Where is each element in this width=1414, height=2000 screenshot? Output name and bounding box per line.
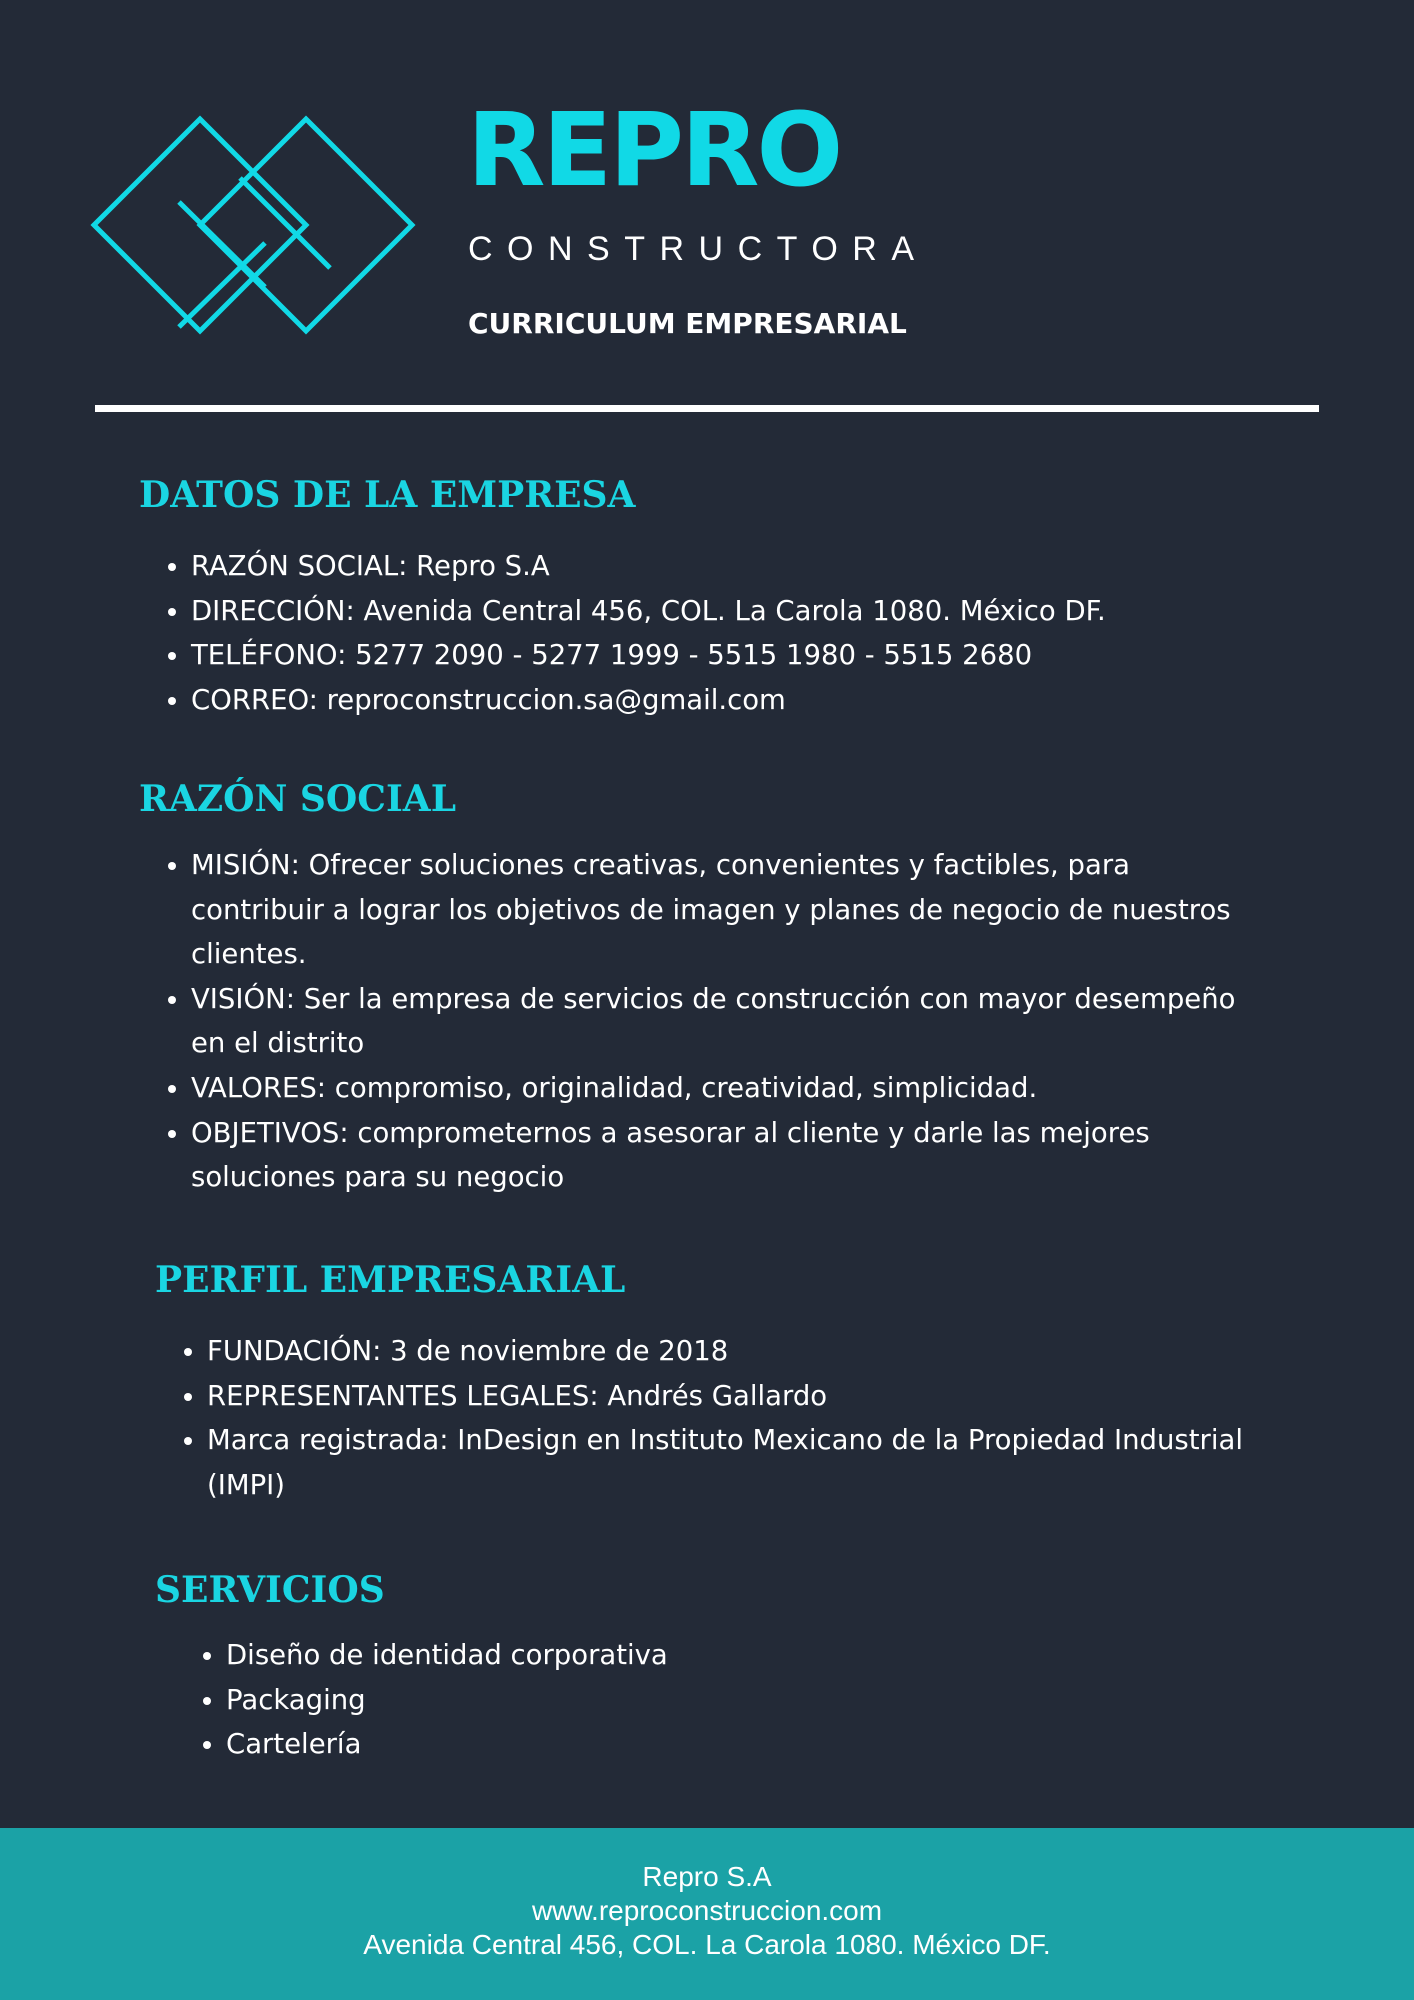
footer-address: Avenida Central 456, COL. La Carola 1080. México DF. — [363, 1929, 1051, 1960]
document-tagline: CURRICULUM EMPRESARIAL — [468, 307, 907, 340]
list-item: • RAZÓN SOCIAL: Repro S.A — [191, 544, 1291, 589]
footer-band — [0, 1828, 1414, 2000]
section-list-datos — [163, 544, 1291, 722]
section-list-razon-social — [163, 843, 1251, 1200]
section-list-servicios — [198, 1633, 1226, 1767]
brand-name: REPRO — [467, 91, 841, 210]
repro-logo-icon — [90, 115, 420, 337]
header-divider — [95, 405, 1319, 412]
section-heading-perfil: PERFIL EMPRESARIAL — [155, 1259, 626, 1301]
list-item: • Packaging — [226, 1678, 1226, 1723]
section-heading-razon-social: RAZÓN SOCIAL — [139, 778, 457, 820]
section-heading-datos: DATOS DE LA EMPRESA — [139, 474, 636, 516]
footer-website-link[interactable]: www.reproconstruccion.com — [531, 1895, 883, 1926]
footer-contact — [0, 1860, 1414, 1962]
list-item: • DIRECCIÓN: Avenida Central 456, COL. La Carola 1080. México DF. — [191, 589, 1291, 634]
list-item: • REPRESENTANTES LEGALES: Andrés Gallardo — [207, 1374, 1267, 1419]
brand-subtitle: CONSTRUCTORA — [468, 230, 929, 268]
list-item: • FUNDACIÓN: 3 de noviembre de 2018 — [207, 1329, 1267, 1374]
list-item: • Cartelería — [226, 1722, 1226, 1767]
list-item: • TELÉFONO: 5277 2090 - 5277 1999 - 5515 1980 - 5515 2680 — [191, 633, 1291, 678]
list-item: • MISIÓN: Ofrecer soluciones creativas, convenientes y factibles, para contribuir a lograr los objetivos de imagen y planes de negocio de nuestros clientes. — [191, 843, 1251, 977]
list-item: • CORREO: reproconstruccion.sa@gmail.com — [191, 678, 1291, 723]
list-item: • Marca registrada: InDesign en Instituto Mexicano de la Propiedad Industrial (IMPI) — [207, 1418, 1267, 1507]
list-item: • VALORES: compromiso, originalidad, creatividad, simplicidad. — [191, 1066, 1251, 1111]
footer-company-name: Repro S.A — [642, 1861, 772, 1892]
section-list-perfil — [179, 1329, 1267, 1507]
section-heading-servicios: SERVICIOS — [155, 1569, 385, 1611]
list-item: • VISIÓN: Ser la empresa de servicios de construcción con mayor desempeño en el distrito — [191, 977, 1251, 1066]
list-item: • Diseño de identidad corporativa — [226, 1633, 1226, 1678]
list-item: • OBJETIVOS: comprometernos a asesorar al cliente y darle las mejores soluciones para su negocio — [191, 1111, 1251, 1200]
